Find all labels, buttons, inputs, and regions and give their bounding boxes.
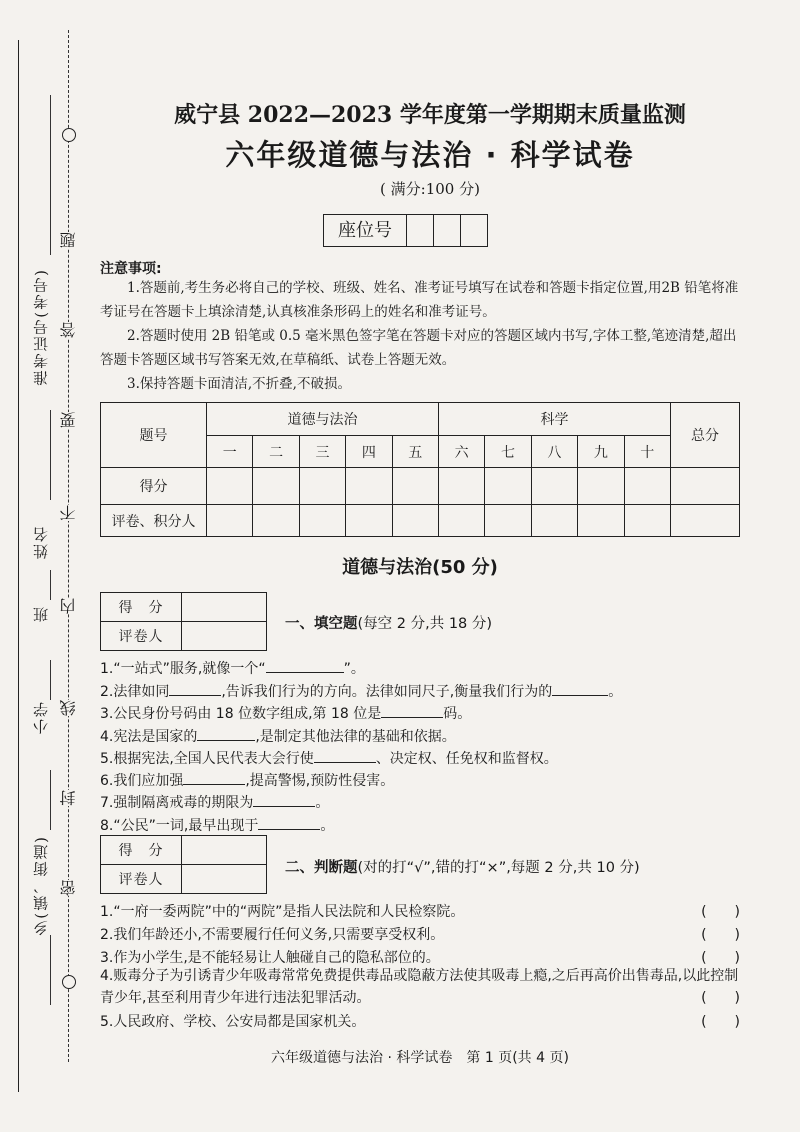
score-cell[interactable]: [253, 468, 299, 505]
binding-char: 线: [59, 700, 78, 716]
question-text: 2.法律如同: [100, 684, 170, 700]
question-text: 、决定权、任免权和监督权。: [375, 751, 558, 767]
binding-char: 内: [59, 598, 78, 614]
part1-score-cell[interactable]: [182, 593, 267, 622]
fill-question: [100, 658, 740, 679]
part1-score-box: [100, 592, 267, 651]
township-field-2: [50, 935, 51, 1005]
school-field: [50, 660, 51, 700]
township-field: [50, 770, 51, 830]
score-cell[interactable]: [531, 468, 577, 505]
total-score-cell[interactable]: [671, 468, 740, 505]
grader-cell[interactable]: [207, 505, 253, 537]
answer-blank[interactable]: [266, 658, 344, 673]
answer-blank[interactable]: [552, 681, 608, 696]
binding-char: 密: [59, 880, 78, 896]
seat-number-cell[interactable]: [407, 215, 434, 246]
score-table: [100, 402, 740, 537]
score-cell[interactable]: [438, 468, 484, 505]
question-text: 。: [608, 684, 623, 700]
question-number: 八: [531, 436, 577, 468]
question-number: 三: [299, 436, 345, 468]
page-footer: 六年级道德与法治 · 科学试卷 第 1 页(共 4 页): [271, 1050, 569, 1066]
total-score-header: 总分: [671, 403, 740, 468]
binding-cut-line: [68, 30, 69, 1062]
part2-score-cell[interactable]: [182, 836, 267, 865]
binding-char: 不: [59, 505, 78, 521]
question-number-header: 题号: [101, 403, 207, 468]
seat-number-label: 座位号: [324, 215, 407, 246]
binding-edge-line: [18, 40, 19, 1092]
question-text: ”。: [343, 661, 365, 677]
question-text: 4.宪法是国家的: [100, 729, 198, 745]
part1-grader-cell[interactable]: [182, 622, 267, 651]
exam-id-label: 准考证号(考号): [32, 268, 50, 386]
score-label: 得 分: [101, 593, 182, 622]
answer-paren[interactable]: ( ): [701, 904, 740, 920]
question-number: 五: [392, 436, 438, 468]
part2-score-box: [100, 835, 267, 894]
question-text: 。: [315, 795, 330, 811]
question-text: 7.强制隔离戒毒的期限为: [100, 795, 254, 811]
judge-question: [100, 965, 740, 1009]
answer-blank[interactable]: [381, 703, 443, 718]
question-number: 十: [624, 436, 670, 468]
grader-cell[interactable]: [531, 505, 577, 537]
answer-blank[interactable]: [169, 681, 221, 696]
answer-paren[interactable]: ( ): [701, 990, 740, 1006]
binding-char: 要: [59, 412, 78, 428]
section-title: 道德与法治(50 分): [342, 557, 498, 578]
question-text: 。: [320, 818, 335, 834]
question-text: 3.作为小学生,是不能轻易让人触碰自己的隐私部位的。: [100, 950, 440, 966]
grader-row-label: 评卷、积分人: [101, 505, 207, 537]
fill-question: [100, 681, 740, 702]
note-item: 3.保持答题卡面清洁,不折叠,不破损。: [127, 376, 351, 392]
judge-question: [100, 925, 740, 945]
part1-desc: (每空 2 分,共 18 分): [357, 616, 493, 632]
answer-blank[interactable]: [314, 748, 376, 763]
part2-title: 二、判断题: [285, 860, 358, 876]
question-text: 6.我们应加强: [100, 773, 184, 789]
question-text: 1.“一站式”服务,就像一个“: [100, 661, 266, 677]
seat-number-cell[interactable]: [434, 215, 461, 246]
question-text: 4.贩毒分子为引诱青少年吸毒常常免费提供毒品或隐蔽方法使其吸毒上瘾,之后再高价出售毒品,以此控制青少年,甚至利用青少年进行违法犯罪活动。: [100, 968, 739, 1006]
question-text: 5.根据宪法,全国人民代表大会行使: [100, 751, 314, 767]
total-grader-cell[interactable]: [671, 505, 740, 537]
answer-blank[interactable]: [253, 792, 315, 807]
judge-question: [100, 1012, 740, 1032]
fill-question: [100, 748, 740, 769]
question-text: ,是制定其他法律的基础和依据。: [255, 729, 456, 745]
grader-label: 评卷人: [101, 865, 182, 894]
score-cell[interactable]: [485, 468, 531, 505]
grader-cell[interactable]: [253, 505, 299, 537]
answer-blank[interactable]: [183, 770, 245, 785]
binding-char: 封: [59, 790, 78, 806]
grader-label: 评卷人: [101, 622, 182, 651]
class-field: [50, 570, 51, 600]
question-text: 3.公民身份号码由 18 位数字组成,第 18 位是: [100, 706, 382, 722]
fill-question: [100, 815, 740, 836]
note-item: 1.答题前,考生务必将自己的学校、班级、姓名、准考证号填写在试卷和答题卡指定位置,用2B 铅笔将准考证号在答题卡上填涂清楚,认真核准条形码上的姓名和准考证号。: [100, 280, 739, 320]
score-cell[interactable]: [392, 468, 438, 505]
score-row-label: 得分: [101, 468, 207, 505]
exam-id-field: [50, 95, 51, 255]
question-number: 九: [578, 436, 624, 468]
score-cell[interactable]: [624, 468, 670, 505]
grader-cell[interactable]: [624, 505, 670, 537]
question-number: 六: [438, 436, 484, 468]
answer-blank[interactable]: [197, 726, 255, 741]
part1-title: 一、填空题: [285, 616, 358, 632]
fill-question: [100, 703, 740, 724]
class-label: 班: [32, 605, 50, 622]
score-cell[interactable]: [299, 468, 345, 505]
notes-title: 注意事项:: [100, 261, 162, 277]
question-text: 1.“一府一委两院”中的“两院”是指人民法院和人民检察院。: [100, 904, 465, 920]
score-label: 得 分: [101, 836, 182, 865]
fill-question: [100, 792, 740, 813]
note-item: 2.答题时使用 2B 铅笔或 0.5 毫米黑色签字笔在答题卡对应的答题区域内书写,字体工整,笔迹清楚,超出答题卡答题区域书写答案无效,在草稿纸、试卷上答题无效。: [100, 328, 737, 368]
grader-cell[interactable]: [346, 505, 392, 537]
school-label: 小学: [32, 700, 50, 734]
answer-paren[interactable]: ( ): [701, 950, 740, 966]
question-text: ,告诉我们行为的方向。法律如同尺子,衡量我们行为的: [221, 684, 553, 700]
name-label: 姓名: [32, 525, 50, 559]
group-science: 科学: [438, 403, 670, 436]
part2-grader-cell[interactable]: [182, 865, 267, 894]
binding-char: 题: [59, 232, 78, 248]
question-number: 二: [253, 436, 299, 468]
score-cell[interactable]: [346, 468, 392, 505]
seat-number-box: [323, 214, 488, 247]
binding-char: 答: [59, 322, 78, 338]
answer-paren[interactable]: ( ): [701, 1014, 740, 1030]
question-text: 8.“公民”一词,最早出现于: [100, 818, 259, 834]
score-cell[interactable]: [578, 468, 624, 505]
grader-cell[interactable]: [299, 505, 345, 537]
grader-cell[interactable]: [438, 505, 484, 537]
name-field: [50, 410, 51, 500]
binding-circle-bottom: [62, 975, 76, 989]
part2-desc: (对的打“√”,错的打“×”,每题 2 分,共 10 分): [357, 860, 640, 876]
grader-cell[interactable]: [578, 505, 624, 537]
fill-question: [100, 726, 740, 747]
seat-number-cell[interactable]: [461, 215, 487, 246]
exam-title: 六年级道德与法治 · 科学试卷: [225, 138, 635, 172]
question-text: 5.人民政府、学校、公安局都是国家机关。: [100, 1014, 366, 1030]
part1-heading: [285, 612, 492, 633]
question-number: 七: [485, 436, 531, 468]
fill-question: [100, 770, 740, 791]
full-score: ( 满分:100 分): [380, 180, 480, 198]
group-moral-law: 道德与法治: [207, 403, 439, 436]
question-text: 码。: [443, 706, 472, 722]
score-cell[interactable]: [207, 468, 253, 505]
grader-cell[interactable]: [485, 505, 531, 537]
binding-circle-top: [62, 128, 76, 142]
grader-cell[interactable]: [392, 505, 438, 537]
part2-heading: [285, 856, 640, 877]
question-text: ,提高警惕,预防性侵害。: [245, 773, 395, 789]
answer-blank[interactable]: [258, 815, 320, 830]
exam-subtitle: 威宁县 2022—2023 学年度第一学期期末质量监测: [174, 102, 686, 128]
question-number: 四: [346, 436, 392, 468]
question-text: 2.我们年龄还小,不需要履行任何义务,只需要享受权利。: [100, 927, 445, 943]
township-label: 乡(镇、街道): [32, 835, 50, 936]
question-number: 一: [207, 436, 253, 468]
judge-question: [100, 902, 740, 922]
answer-paren[interactable]: ( ): [701, 927, 740, 943]
